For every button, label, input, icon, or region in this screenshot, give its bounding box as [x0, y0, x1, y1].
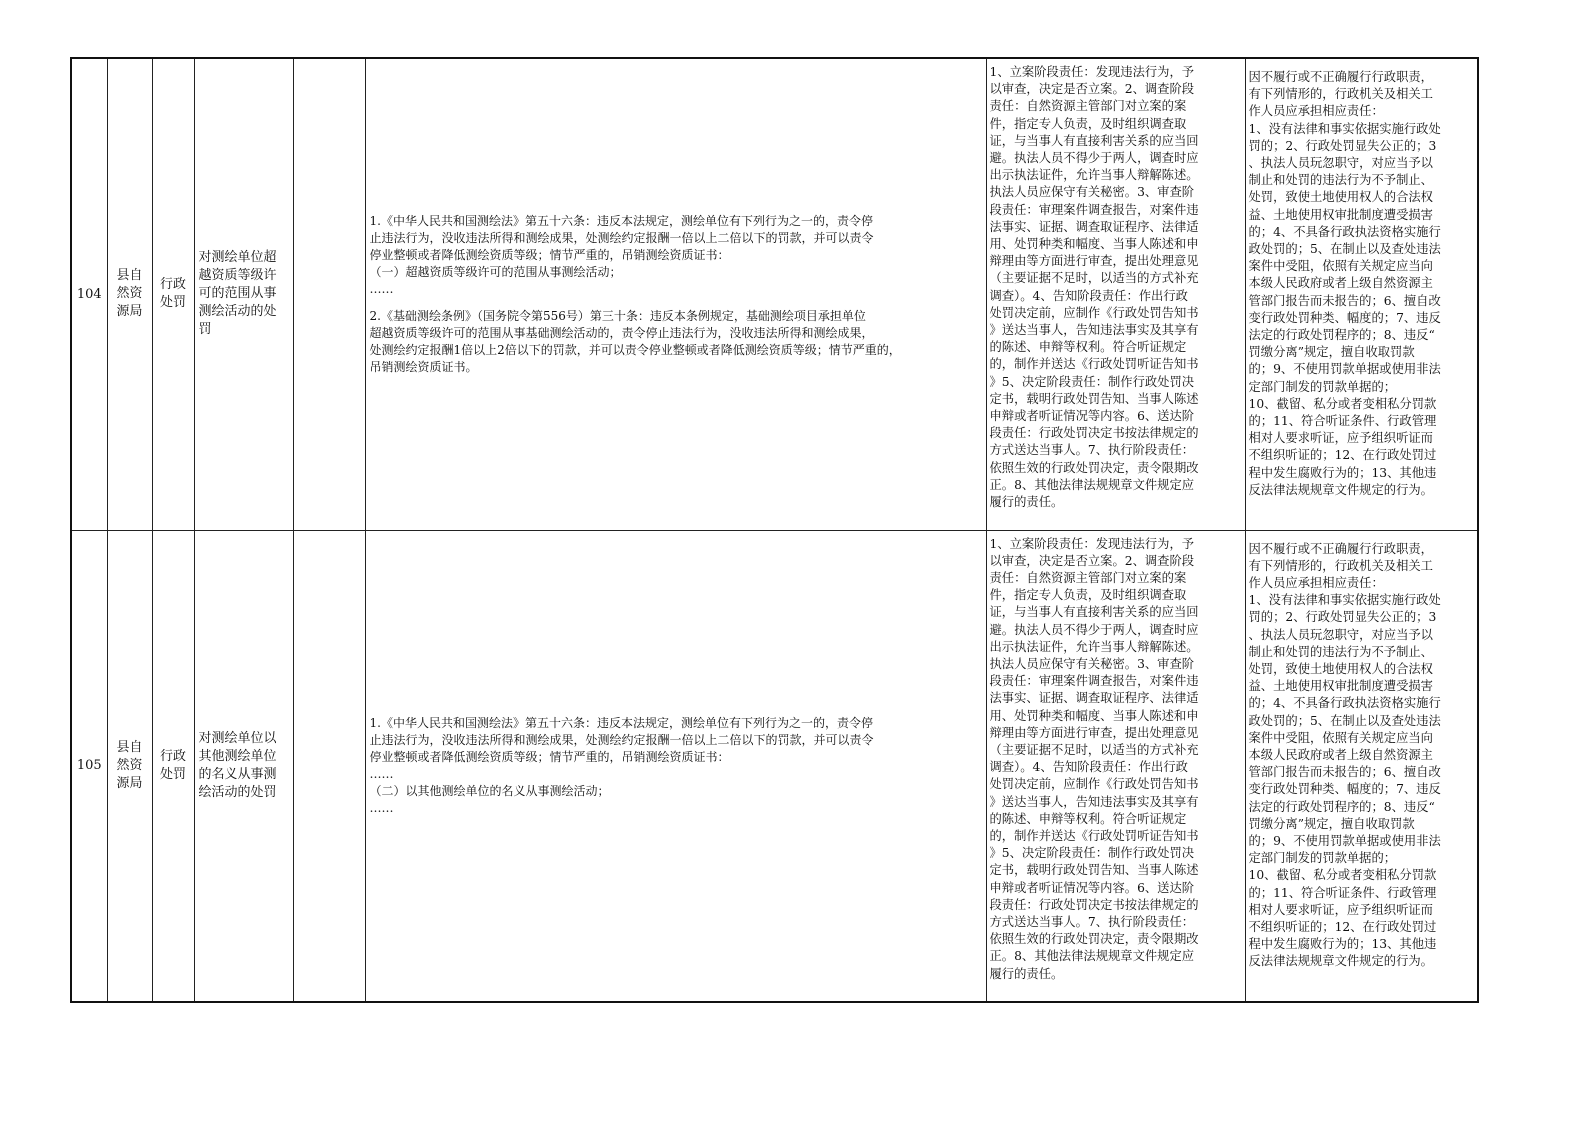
- legal-basis-line: 处测绘约定报酬1倍以上2倍以下的罚款，并可以责令停业整顿或者降低测绘资质等级；情节严重的，: [369, 342, 901, 357]
- row-number-cell: [71, 58, 107, 530]
- legal-basis-line: 止违法行为，没收违法所得和测绘成果，处测绘约定报酬一倍以上二倍以下的罚款，并可以责令: [369, 732, 874, 747]
- accountability-line: 相对人要求听证，应予组织听证而: [1248, 431, 1433, 446]
- department-line: 县自: [116, 739, 143, 755]
- responsibility-line: 履行的责任。: [989, 495, 1064, 510]
- accountability-line: 有下列情形的，行政机关及相关工: [1248, 558, 1433, 573]
- responsibility-line: 的，制作并送达《行政处罚听证告知书: [989, 357, 1199, 372]
- table-row: [71, 530, 1478, 1002]
- accountability-line: 罚缴分离”规定，擅自收取罚款: [1248, 816, 1415, 831]
- responsibility-line: 方式送达当事人。7、执行阶段责任：: [989, 914, 1195, 929]
- accountability-line: 的；11、符合听证条件、行政管理: [1248, 885, 1437, 900]
- accountability-line: 不组织听证的；12、在行政处罚过: [1248, 448, 1437, 463]
- responsibility-line: 方式送达当事人。7、执行阶段责任：: [989, 443, 1195, 458]
- accountability-line: 法定的行政处罚程序的；8、违反“: [1248, 328, 1435, 343]
- item-name-line: 的名义从事测: [198, 766, 277, 782]
- power-type-line: 行政: [159, 277, 186, 293]
- sub-item-cell: [293, 530, 365, 1002]
- accountability-line: 程中发生腐败行为的；13、其他违: [1248, 465, 1437, 480]
- accountability-line: 变行政处罚种类、幅度的；7、违反: [1248, 310, 1441, 325]
- responsibility-line: 件，指定专人负责，及时组织调查取: [989, 116, 1187, 131]
- responsibility-line: 》送达当事人，告知违法事实及其享有: [989, 794, 1199, 809]
- responsibility-line: 避。执法人员不得少于两人，调查时应: [989, 622, 1199, 637]
- accountability-line: 本级人民政府或者上级自然资源主: [1248, 747, 1433, 762]
- accountability-line: 反法律法规规章文件规定的行为。: [1248, 954, 1433, 969]
- legal-basis-line: （一）超越资质等级许可的范围从事测绘活动；: [369, 264, 622, 279]
- responsibility-line: 依照生效的行政处罚决定，责令限期改: [989, 932, 1199, 947]
- power-list-sheet: [70, 57, 1479, 1003]
- accountability-line: 管部门报告而未报告的；6、擅自改: [1248, 765, 1441, 780]
- responsibility-line: 的陈述、申辩等权利。符合听证规定: [989, 340, 1187, 355]
- accountability-line: 的；4、不具备行政执法资格实施行: [1248, 224, 1441, 239]
- department-line: 然资: [116, 757, 143, 773]
- legal-basis-line: 1.《中华人民共和国测绘法》第五十六条：违反本法规定，测绘单位有下列行为之一的，责令停: [369, 715, 873, 730]
- responsibility-line: 》5、决定阶段责任：制作行政处罚决: [989, 374, 1195, 389]
- item-name-line: 测绘活动的处: [198, 304, 277, 320]
- power-type-cell: [152, 58, 194, 530]
- responsibility-line: 定书，载明行政处罚告知、当事人陈述: [989, 391, 1199, 406]
- accountability-line: 罚的；2、行政处罚显失公正的；3: [1248, 610, 1437, 625]
- accountability-line: 法定的行政处罚程序的；8、违反“: [1248, 799, 1435, 814]
- responsibility-line: 辩理由等方面进行审查，提出处理意见: [989, 725, 1199, 740]
- responsibility-line: 申辩或者听证情况等内容。6、送达阶: [989, 880, 1195, 895]
- accountability-line: 案件中受阻，依照有关规定应当向: [1248, 730, 1433, 745]
- power-type-line: 处罚: [159, 766, 186, 782]
- responsibility-line: （主要证据不足时，以适当的方式补充: [989, 271, 1199, 286]
- accountability-line: 案件中受阻，依照有关规定应当向: [1248, 259, 1433, 274]
- power-list-table: [70, 57, 1479, 1003]
- row-number: 104: [76, 286, 102, 302]
- accountability-line: 的；9、不使用罚款单据或使用非法: [1248, 362, 1441, 377]
- department-line: 源局: [116, 775, 143, 791]
- responsibility-line: 》送达当事人，告知违法事实及其享有: [989, 323, 1199, 338]
- accountability-line: 的；11、符合听证条件、行政管理: [1248, 414, 1437, 429]
- responsibility-line: 》5、决定阶段责任：制作行政处罚决: [989, 846, 1195, 861]
- legal-basis-line: 2.《基础测绘条例》（国务院令第556号）第三十条：违反本条例规定，基础测绘项目承担单位: [369, 308, 866, 323]
- legal-basis-line: 停业整顿或者降低测绘资质等级；情节严重的，吊销测绘资质证书：: [369, 749, 730, 764]
- accountability-line: 、执法人员玩忽职守，对应当予以: [1248, 627, 1433, 642]
- power-type-cell: [152, 530, 194, 1002]
- responsibility-line: 的陈述、申辩等权利。符合听证规定: [989, 811, 1187, 826]
- legal-basis-line: ……: [369, 800, 394, 815]
- accountability-cell: [1245, 530, 1478, 1002]
- department-line: 然资: [116, 286, 143, 302]
- responsibility-line: 申辩或者听证情况等内容。6、送达阶: [989, 409, 1195, 424]
- item-name-line: 对测绘单位以: [198, 730, 277, 746]
- accountability-line: 制止和处罚的违法行为不予制止、: [1248, 644, 1433, 659]
- responsibility-cell: [986, 530, 1245, 1002]
- row-number-cell: [71, 530, 107, 1002]
- accountability-line: 作人员应承担相应责任：: [1248, 575, 1384, 590]
- legal-basis-line: ……: [369, 766, 394, 781]
- accountability-line: 作人员应承担相应责任：: [1248, 104, 1384, 119]
- item-name-cell: [194, 58, 293, 530]
- responsibility-line: 处罚决定前，应制作《行政处罚告知书: [989, 305, 1199, 320]
- accountability-line: 管部门报告而未报告的；6、擅自改: [1248, 293, 1441, 308]
- legal-basis-cell: [365, 58, 986, 530]
- responsibility-line: 调查）。4、告知阶段责任：作出行政: [989, 288, 1188, 303]
- accountability-line: 制止和处罚的违法行为不予制止、: [1248, 173, 1433, 188]
- accountability-line: 处罚，致使土地使用权人的合法权: [1248, 190, 1433, 205]
- accountability-line: 罚缴分离”规定，擅自收取罚款: [1248, 345, 1415, 360]
- sub-item-cell: [293, 58, 365, 530]
- responsibility-line: 1、立案阶段责任：发现违法行为，予: [989, 65, 1195, 79]
- item-name-line: 其他测绘单位: [198, 748, 277, 764]
- legal-basis-line: 超越资质等级许可的范围从事基础测绘活动的，责令停止违法行为，没收违法所得和测绘成果，: [369, 325, 874, 340]
- responsibility-line: 段责任：审理案件调查报告，对案件违: [989, 202, 1199, 217]
- responsibility-line: 执法人员应保守有关秘密。3、审查阶: [989, 185, 1195, 200]
- accountability-line: 程中发生腐败行为的；13、其他违: [1248, 937, 1437, 952]
- legal-basis-cell: [365, 530, 986, 1002]
- accountability-line: 1、没有法律和事实依据实施行政处: [1248, 121, 1441, 136]
- responsibility-line: 责任：自然资源主管部门对立案的案: [989, 99, 1187, 114]
- responsibility-line: 的，制作并送达《行政处罚听证告知书: [989, 828, 1199, 843]
- accountability-line: 处罚，致使土地使用权人的合法权: [1248, 661, 1433, 676]
- item-name-line: 对测绘单位超: [198, 250, 277, 266]
- item-name-cell: [194, 530, 293, 1002]
- accountability-line: 本级人民政府或者上级自然资源主: [1248, 276, 1433, 291]
- accountability-line: 有下列情形的，行政机关及相关工: [1248, 87, 1433, 102]
- accountability-line: 政处罚的；5、在制止以及查处违法: [1248, 242, 1441, 257]
- responsibility-line: 辩理由等方面进行审查，提出处理意见: [989, 254, 1199, 269]
- accountability-cell: [1245, 58, 1478, 530]
- responsibility-line: 履行的责任。: [989, 966, 1064, 981]
- responsibility-line: 责任：自然资源主管部门对立案的案: [989, 570, 1187, 585]
- legal-basis-line: 停业整顿或者降低测绘资质等级；情节严重的，吊销测绘资质证书：: [369, 247, 730, 262]
- responsibility-line: 出示执法证件，允许当事人辩解陈述。: [989, 639, 1199, 654]
- power-type-line: 行政: [159, 748, 186, 764]
- responsibility-line: 依照生效的行政处罚决定，责令限期改: [989, 460, 1199, 475]
- accountability-line: 10、截留、私分或者变相私分罚款: [1248, 396, 1437, 411]
- responsibility-line: 证，与当事人有直接利害关系的应当回: [989, 133, 1199, 148]
- accountability-line: 定部门制发的罚款单据的；: [1248, 379, 1397, 394]
- responsibility-line: 出示执法证件，允许当事人辩解陈述。: [989, 168, 1199, 183]
- row-number: 105: [76, 758, 102, 774]
- responsibility-line: 正。8、其他法律法规规章文件规定应: [989, 949, 1195, 964]
- department-line: 县自: [116, 268, 143, 284]
- accountability-line: 、执法人员玩忽职守，对应当予以: [1248, 156, 1433, 171]
- accountability-line: 反法律法规规章文件规定的行为。: [1248, 482, 1433, 497]
- responsibility-line: 以审查，决定是否立案。2、调查阶段: [989, 82, 1195, 97]
- responsibility-line: 法事实、证据、调查取证程序、法律适: [989, 691, 1199, 706]
- legal-basis-line: 吊销测绘资质证书。: [369, 359, 478, 374]
- department-cell: [107, 530, 152, 1002]
- paragraph-gap: [370, 298, 982, 308]
- responsibility-line: 正。8、其他法律法规规章文件规定应: [989, 477, 1195, 492]
- power-type-line: 处罚: [159, 295, 186, 311]
- responsibility-line: 段责任：行政处罚决定书按法律规定的: [989, 897, 1199, 912]
- responsibility-line: 用、处罚种类和幅度、当事人陈述和申: [989, 708, 1199, 723]
- responsibility-line: （主要证据不足时，以适当的方式补充: [989, 742, 1199, 757]
- responsibility-line: 证，与当事人有直接利害关系的应当回: [989, 605, 1199, 620]
- legal-basis-line: 止违法行为，没收违法所得和测绘成果，处测绘约定报酬一倍以上二倍以下的罚款，并可以责令: [369, 230, 874, 245]
- accountability-line: 益、土地使用权审批制度遭受损害: [1248, 679, 1433, 694]
- responsibility-line: 以审查，决定是否立案。2、调查阶段: [989, 553, 1195, 568]
- responsibility-line: 用、处罚种类和幅度、当事人陈述和申: [989, 237, 1199, 252]
- accountability-line: 10、截留、私分或者变相私分罚款: [1248, 868, 1437, 883]
- responsibility-line: 1、立案阶段责任：发现违法行为，予: [989, 536, 1195, 551]
- accountability-line: 罚的；2、行政处罚显失公正的；3: [1248, 138, 1437, 153]
- responsibility-line: 定书，载明行政处罚告知、当事人陈述: [989, 863, 1199, 878]
- table-row: [71, 58, 1478, 530]
- accountability-line: 不组织听证的；12、在行政处罚过: [1248, 919, 1437, 934]
- item-name-line: 罚: [198, 322, 212, 338]
- accountability-line: 定部门制发的罚款单据的；: [1248, 851, 1397, 866]
- accountability-line: 变行政处罚种类、幅度的；7、违反: [1248, 782, 1441, 797]
- accountability-line: 益、土地使用权审批制度遭受损害: [1248, 207, 1433, 222]
- responsibility-line: 执法人员应保守有关秘密。3、审查阶: [989, 656, 1195, 671]
- responsibility-line: 件，指定专人负责，及时组织调查取: [989, 588, 1187, 603]
- accountability-line: 的；9、不使用罚款单据或使用非法: [1248, 833, 1441, 848]
- item-name-line: 绘活动的处罚: [198, 784, 277, 800]
- item-name-line: 可的范围从事: [198, 286, 277, 302]
- responsibility-line: 处罚决定前，应制作《行政处罚告知书: [989, 777, 1199, 792]
- responsibility-line: 法事实、证据、调查取证程序、法律适: [989, 219, 1199, 234]
- legal-basis-line: 1.《中华人民共和国测绘法》第五十六条：违反本法规定，测绘单位有下列行为之一的，责令停: [369, 213, 873, 228]
- responsibility-line: 调查）。4、告知阶段责任：作出行政: [989, 760, 1188, 775]
- legal-basis-line: ……: [369, 281, 394, 296]
- responsibility-cell: [986, 58, 1245, 530]
- accountability-line: 1、没有法律和事实依据实施行政处: [1248, 593, 1441, 608]
- responsibility-line: 避。执法人员不得少于两人，调查时应: [989, 151, 1199, 166]
- accountability-line: 政处罚的；5、在制止以及查处违法: [1248, 713, 1441, 728]
- accountability-line: 因不履行或不正确履行行政职责，: [1248, 70, 1433, 84]
- responsibility-line: 段责任：行政处罚决定书按法律规定的: [989, 426, 1199, 441]
- accountability-line: 因不履行或不正确履行行政职责，: [1248, 541, 1433, 556]
- legal-basis-line: （二）以其他测绘单位的名义从事测绘活动；: [369, 783, 610, 798]
- department-cell: [107, 58, 152, 530]
- item-name-line: 越资质等级许: [198, 268, 277, 284]
- accountability-line: 相对人要求听证，应予组织听证而: [1248, 902, 1433, 917]
- department-line: 源局: [116, 304, 143, 320]
- accountability-line: 的；4、不具备行政执法资格实施行: [1248, 696, 1441, 711]
- responsibility-line: 段责任：审理案件调查报告，对案件违: [989, 674, 1199, 689]
